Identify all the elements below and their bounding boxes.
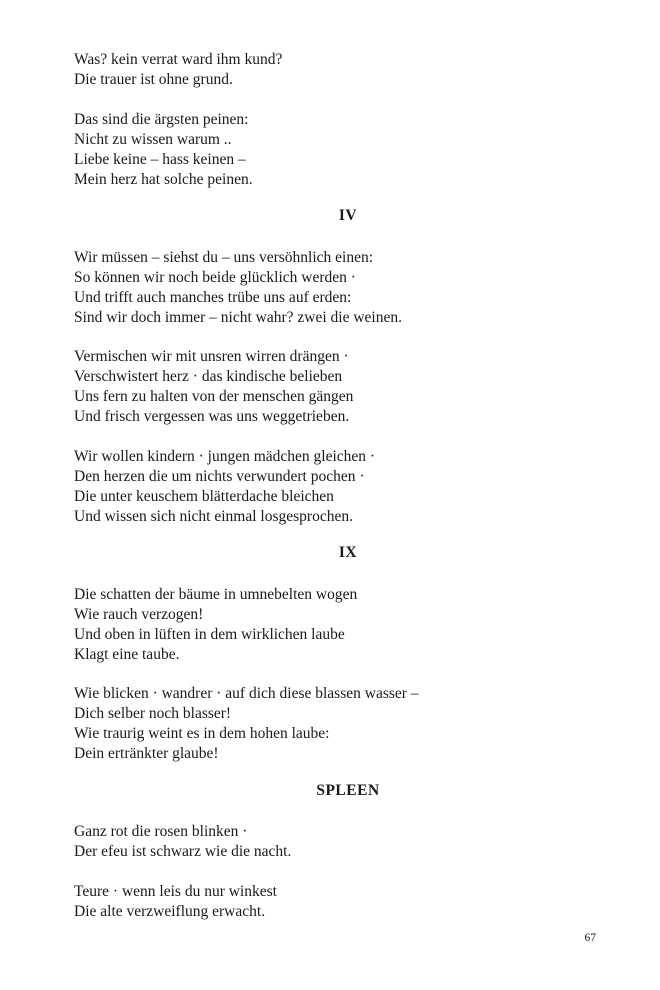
verse-line: Die unter keuschem blätterdache bleichen: [74, 487, 334, 505]
verse-line: Die trauer ist ohne grund.: [74, 71, 233, 88]
verse-line: Sind wir doch immer – nicht wahr? zwei die weinen.: [74, 308, 402, 326]
verse-line: Die alte verzweiflung erwacht.: [74, 902, 266, 920]
verse-line: Was? kein verrat ward ihm kund?: [74, 51, 283, 68]
verse-line: Dein ertränkter glaube!: [74, 745, 219, 762]
verse-line: Mein herz hat solche peinen.: [74, 170, 253, 188]
page-number: 67: [584, 932, 596, 944]
verse-line: Klagt eine taube.: [74, 645, 180, 663]
verse-line: Die schatten der bäume in umnebelten wogen: [74, 585, 358, 603]
verse-line: Teure · wenn leis du nur winkest: [74, 882, 277, 900]
section-heading: IV: [338, 207, 358, 224]
verse-line: So können wir noch beide glücklich werden ·: [74, 268, 356, 286]
verse-line: Vermischen wir mit unsren wirren drängen ·: [74, 348, 349, 365]
section-heading: IX: [338, 544, 358, 561]
section-heading: SPLEEN: [316, 781, 380, 799]
verse-line: Und frisch vergessen was uns weggetrieben.: [74, 408, 350, 425]
verse-line: Der efeu ist schwarz wie die nacht.: [74, 843, 292, 860]
verse-line: Verschwistert herz · das kindische belieben: [74, 368, 343, 385]
verse-line: Den herzen die um nichts verwundert pochen ·: [74, 467, 365, 485]
verse-line: Wie blicken · wandrer · auf dich diese blassen wasser –: [74, 685, 419, 702]
verse-line: Wir müssen – siehst du – uns versöhnlich einen:: [74, 248, 374, 266]
verse-line: Uns fern zu halten von der menschen gängen: [74, 388, 354, 405]
verse-line: Das sind die ärgsten peinen:: [74, 110, 249, 128]
verse-line: Ganz rot die rosen blinken ·: [74, 823, 248, 840]
verse-line: Wie rauch verzogen!: [74, 605, 204, 623]
verse-line: Und wissen sich nicht einmal losgesprochen.: [74, 507, 353, 525]
verse-line: Nicht zu wissen warum ..: [74, 130, 232, 148]
verse-line: Dich selber noch blasser!: [74, 705, 232, 722]
verse-line: Wir wollen kindern · jungen mädchen gleichen ·: [74, 447, 376, 465]
verse-line: Wie traurig weint es in dem hohen laube:: [74, 725, 330, 742]
verse-line: Liebe keine – hass keinen –: [74, 150, 246, 168]
verse-line: Und trifft auch manches trübe uns auf erden:: [74, 288, 352, 306]
verse-line: Und oben in lüften in dem wirklichen laube: [74, 625, 345, 643]
